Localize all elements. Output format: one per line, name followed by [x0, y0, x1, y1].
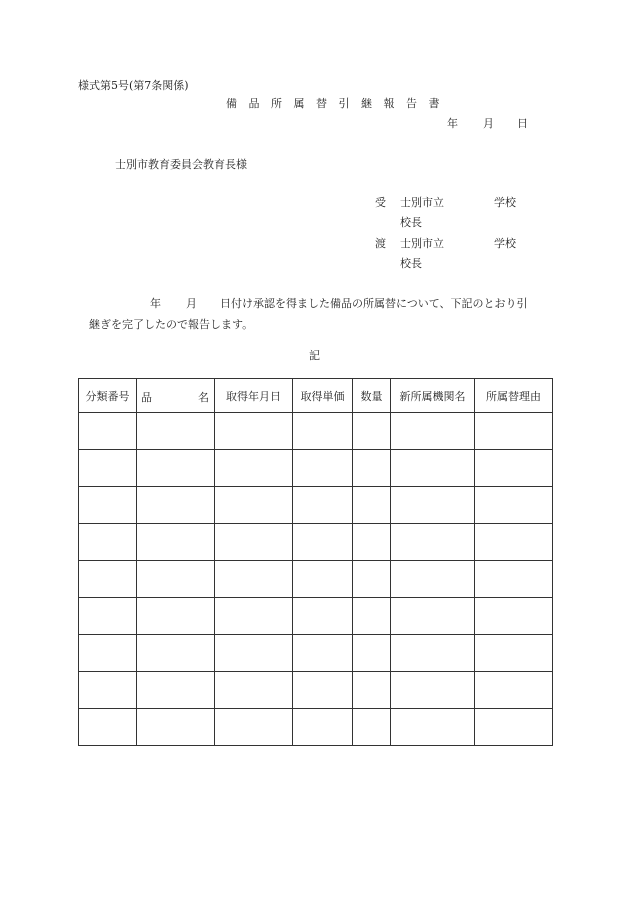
table-cell [137, 561, 215, 598]
table-cell [475, 709, 553, 746]
table-cell [79, 598, 137, 635]
table-row [79, 561, 553, 598]
table-cell [215, 672, 293, 709]
table-cell [353, 672, 391, 709]
receiver-city: 士別市立 [400, 196, 444, 209]
table-cell [137, 487, 215, 524]
ki-heading: 記 [309, 349, 320, 362]
table-cell [475, 413, 553, 450]
table-cell [391, 672, 475, 709]
table-cell [215, 709, 293, 746]
table-header-row [79, 379, 553, 413]
table-cell [293, 709, 353, 746]
table-cell [475, 598, 553, 635]
header-item-name-1: 品 [141, 391, 152, 404]
table-body [79, 413, 553, 746]
table-cell [391, 598, 475, 635]
table-cell [391, 635, 475, 672]
table-cell [391, 413, 475, 450]
table-cell [391, 524, 475, 561]
table-cell [293, 598, 353, 635]
body-year-label: 年 [150, 297, 161, 310]
receiver-mark: 受 [375, 196, 386, 209]
table-row [79, 450, 553, 487]
table-cell [79, 635, 137, 672]
table-cell [79, 561, 137, 598]
table-row [79, 709, 553, 746]
receiver-school: 学校 [494, 196, 516, 209]
header-item-name-2: 名 [198, 391, 209, 404]
table-cell [475, 561, 553, 598]
table-cell [79, 413, 137, 450]
table-cell [475, 450, 553, 487]
receiver-principal: 校長 [400, 216, 422, 229]
table-cell [475, 524, 553, 561]
table-row [79, 635, 553, 672]
body-text-line2: 継ぎを完了したので報告します。 [89, 318, 254, 331]
table-cell [475, 635, 553, 672]
date-day-label: 日 [517, 117, 528, 130]
table-cell [293, 524, 353, 561]
table-cell [215, 450, 293, 487]
date-month-label: 月 [483, 117, 494, 130]
table-cell [79, 524, 137, 561]
sender-school: 学校 [494, 237, 516, 250]
date-year-label: 年 [447, 117, 458, 130]
table-cell [215, 561, 293, 598]
sender-block [375, 237, 535, 271]
document-title: 備 品 所 属 替 引 継 報 告 書 [226, 97, 444, 110]
table-row [79, 524, 553, 561]
table-cell [391, 709, 475, 746]
addressee: 士別市教育委員会教育長様 [115, 158, 247, 171]
table-cell [353, 635, 391, 672]
table-cell [391, 487, 475, 524]
sender-city: 士別市立 [400, 237, 444, 250]
sender-principal: 校長 [400, 257, 422, 270]
table-cell [79, 450, 137, 487]
sender-mark: 渡 [375, 237, 386, 250]
table-cell [353, 561, 391, 598]
header-new-org: 新所属機関名 [391, 379, 475, 413]
table-cell [391, 450, 475, 487]
table-cell [353, 413, 391, 450]
table-cell [137, 413, 215, 450]
receiver-block [375, 196, 535, 230]
table-cell [353, 598, 391, 635]
body-month-label: 月 [186, 297, 197, 310]
table-cell [293, 561, 353, 598]
table-cell [79, 672, 137, 709]
table-cell [137, 709, 215, 746]
table-cell [137, 598, 215, 635]
table-cell [293, 672, 353, 709]
table-cell [137, 672, 215, 709]
header-item-name [137, 379, 215, 413]
header-quantity: 数量 [353, 379, 391, 413]
header-reason: 所属替理由 [475, 379, 553, 413]
table-cell [293, 487, 353, 524]
table-cell [79, 487, 137, 524]
body-text-rest: 日付け承認を得ました備品の所属替について、下記のとおり引 [220, 297, 528, 310]
table-cell [215, 598, 293, 635]
table-cell [475, 487, 553, 524]
items-table [78, 378, 553, 746]
table-row [79, 487, 553, 524]
table-row [79, 672, 553, 709]
header-unit-price: 取得単価 [293, 379, 353, 413]
table-cell [353, 524, 391, 561]
table-cell [293, 635, 353, 672]
header-acquired-date: 取得年月日 [215, 379, 293, 413]
table-cell [215, 635, 293, 672]
table-cell [353, 450, 391, 487]
form-number: 様式第5号(第7条関係) [78, 79, 189, 92]
table-row [79, 598, 553, 635]
table-cell [475, 672, 553, 709]
table-cell [137, 450, 215, 487]
table-cell [137, 524, 215, 561]
table-cell [391, 561, 475, 598]
table-cell [137, 635, 215, 672]
table-cell [353, 487, 391, 524]
header-category-no: 分類番号 [79, 379, 137, 413]
table-cell [215, 413, 293, 450]
table-cell [79, 709, 137, 746]
body-text-line1 [80, 297, 556, 311]
table-row [79, 413, 553, 450]
table-cell [353, 709, 391, 746]
table-cell [215, 487, 293, 524]
table-cell [293, 450, 353, 487]
table-cell [215, 524, 293, 561]
table-cell [293, 413, 353, 450]
